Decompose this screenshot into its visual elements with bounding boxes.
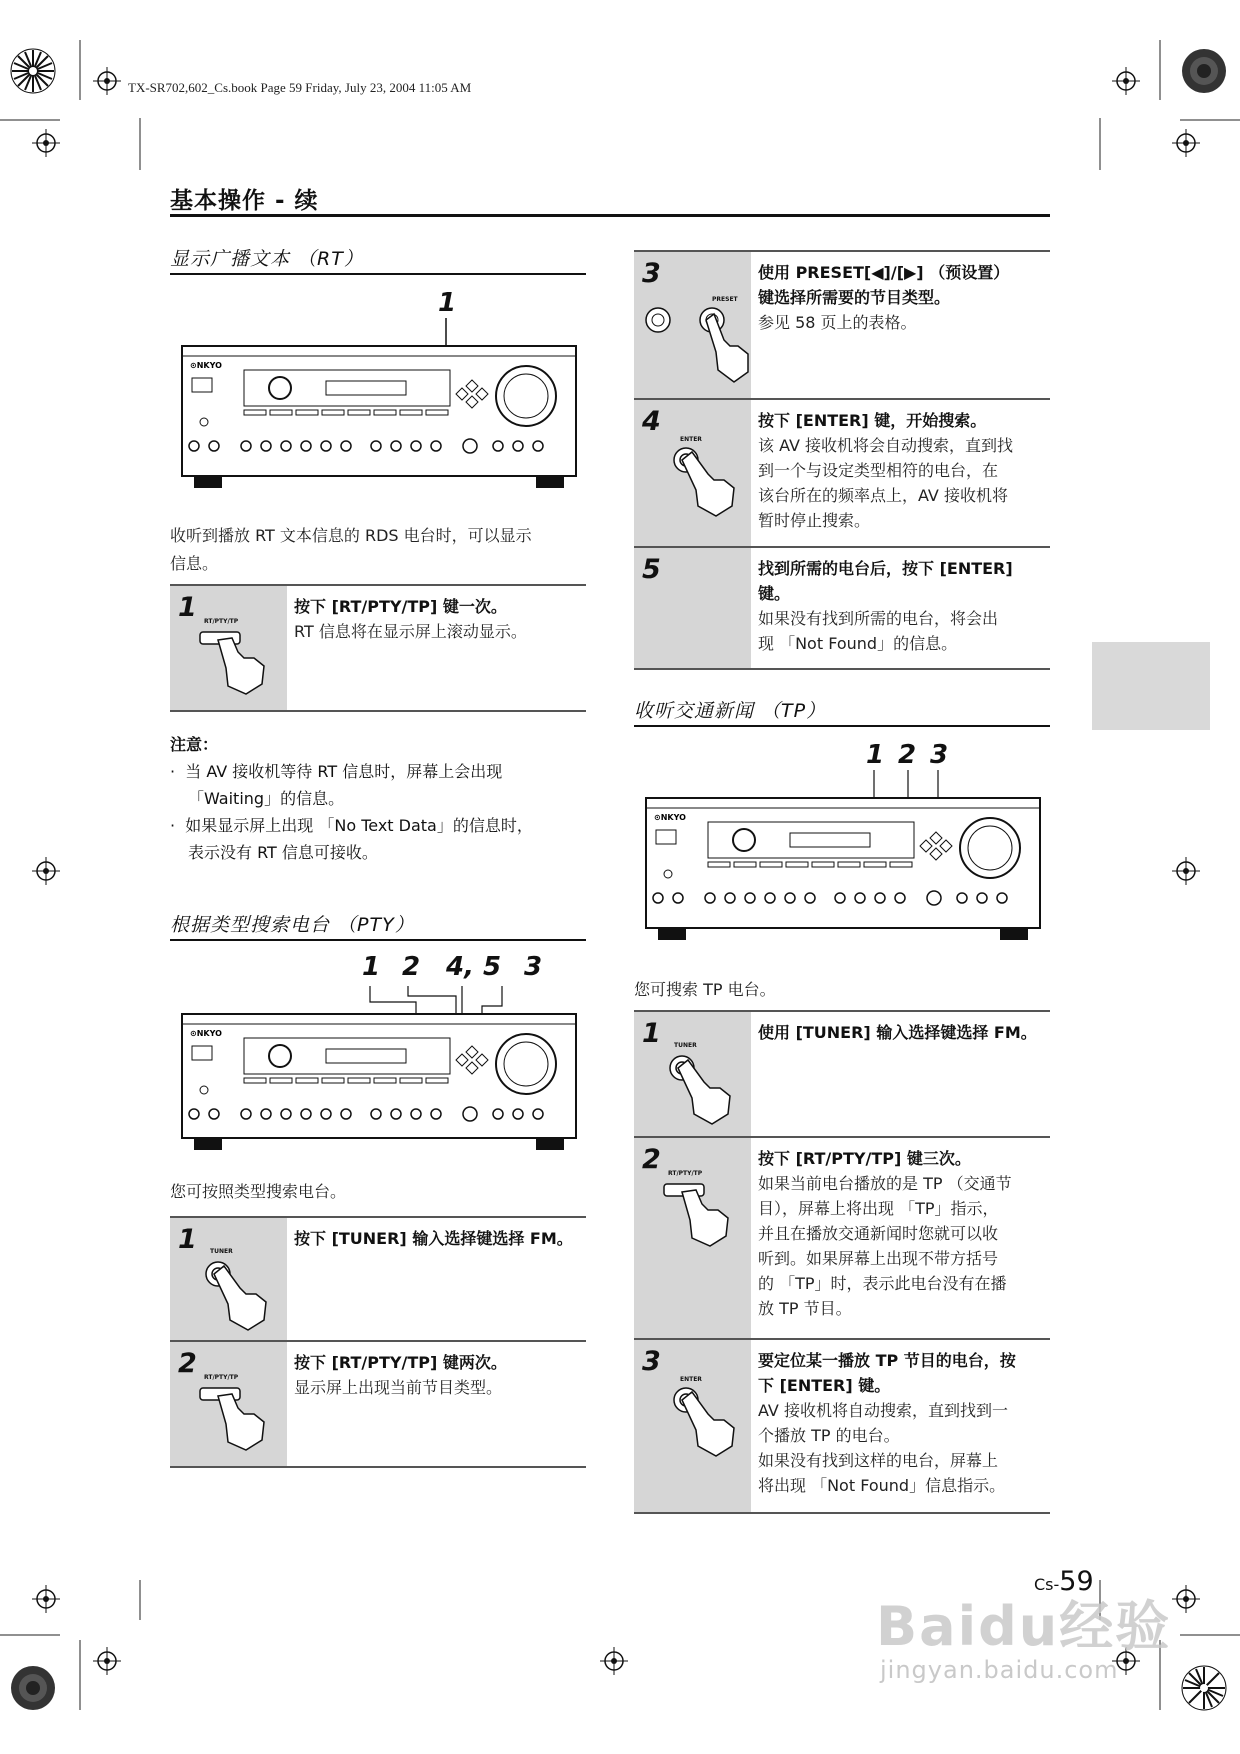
step-number: 3 [642,1346,661,1377]
step-heading: 键选择所需要的节目类型。 [758,288,951,307]
svg-text:⊙NKYO: ⊙NKYO [654,813,686,822]
section-title-rt: 显示广播文本 （RT） [170,248,364,270]
step-number: 2 [642,1144,661,1175]
step-illustration [634,252,751,400]
step-heading: 使用 PRESET[◀]/[▶] （预设置） [758,263,1010,282]
note-item: · 当 AV 接收机等待 RT 信息时，屏幕上会出现 [170,762,503,781]
step-desc: RT 信息将在显示屏上滚动显示。 [294,622,527,641]
button-label: PRESET [712,296,738,303]
note-item: · 如果显示屏上出现 「No Text Data」的信息时， [170,816,533,835]
step-illustration [634,400,751,548]
intro-line: 收听到播放 RT 文本信息的 RDS 电台时，可以显示 [170,526,532,545]
button-label: RT/PTY/TP [204,1374,239,1381]
step-desc: 显示屏上出现当前节目类型。 [294,1378,503,1397]
hand-pressing-button-icon [198,1384,278,1454]
crosshair-target-icon [32,857,60,885]
button-label: ENTER [680,1376,702,1383]
watermark-logo: Baidu经验 [876,1595,1172,1658]
step-desc: AV 接收机将自动搜索，直到找到一 [758,1401,1008,1420]
step-desc: 将出现 「Not Found」信息指示。 [758,1476,1006,1495]
step-illustration [634,1012,751,1138]
step-desc: 到一个与设定类型相符的电台，在 [758,461,999,480]
callout-number: 1 [866,740,885,770]
step-heading: 使用 [TUNER] 输入选择键选择 FM。 [758,1023,1037,1042]
callout-number: 1 [438,288,457,318]
step-number: 4 [642,406,661,437]
hand-pressing-button-icon [200,1258,280,1334]
step-desc: 如果没有找到所需的电台，将会出 [758,609,999,628]
step-card [634,1338,1050,1514]
step-number: 1 [642,1018,661,1049]
file-header: TX-SR702,602_Cs.book Page 59 Friday, July 23, 2004 11:05 AM [128,80,472,95]
crosshair-target-icon [1172,1585,1200,1613]
step-card [170,584,586,712]
crosshair-target-icon [1112,67,1140,95]
hand-pressing-button-icon [664,1052,744,1128]
step-number: 1 [178,1224,197,1255]
page-prefix: Cs- [1034,1575,1060,1594]
step-heading: 按下 [TUNER] 输入选择键选择 FM。 [294,1229,573,1248]
step-text [758,556,1046,656]
step-number: 5 [642,554,661,585]
step-text [294,1226,582,1251]
note-item-cont: 「Waiting」的信息。 [188,789,345,808]
hand-pressing-preset-icon [640,300,750,396]
step-card [634,546,1050,670]
step-desc: 暂时停止搜索。 [758,511,871,530]
step-number: 2 [178,1348,197,1379]
step-desc: 个播放 TP 的电台。 [758,1426,900,1445]
step-card [634,1136,1050,1342]
svg-text:⊙NKYO: ⊙NKYO [190,361,222,370]
step-number: 3 [642,258,661,289]
step-heading: 按下 [RT/PTY/TP] 键三次。 [758,1149,971,1168]
callout-number: 3 [524,952,543,982]
button-label: RT/PTY/TP [668,1170,703,1177]
rt-intro [170,522,590,578]
receiver-front-panel-diagram [180,980,580,1165]
page-num-value: 59 [1059,1566,1094,1597]
intro-line: 信息。 [170,554,219,573]
receiver-front-panel-diagram [644,770,1044,960]
step-text [758,1348,1046,1498]
callout-number: 2 [898,740,917,770]
pty-intro: 您可按照类型搜索电台。 [170,1182,347,1201]
step-desc: 并且在播放交通新闻时您就可以收 [758,1224,999,1243]
step-card [634,1010,1050,1140]
crosshair-target-icon [93,67,121,95]
step-illustration [634,1340,751,1512]
side-tab-marker [1092,642,1210,730]
hand-pressing-button-icon [668,444,748,520]
button-label: TUNER [674,1042,697,1049]
step-card [634,250,1050,402]
step-text [758,408,1046,533]
step-text [294,1350,582,1400]
section-title-tp: 收听交通新闻 （TP） [634,700,827,722]
callout-number: 2 [402,952,421,982]
step-illustration [170,1218,287,1342]
step-illustration [170,586,287,710]
step-desc: 如果当前电台播放的是 TP （交通节 [758,1174,1012,1193]
receiver-front-panel-diagram [180,318,580,503]
title-rule [170,214,1050,217]
crosshair-target-icon [32,129,60,157]
step-desc: 参见 58 页上的表格。 [758,313,917,332]
step-desc: 目），屏幕上将出现 「TP」指示， [758,1199,999,1218]
step-number: 1 [178,592,197,623]
step-heading: 按下 [RT/PTY/TP] 键一次。 [294,597,507,616]
step-desc: 该 AV 接收机将会自动搜索，直到找 [758,436,1014,455]
step-heading: 键。 [758,584,791,603]
crosshair-target-icon [32,1585,60,1613]
crosshair-target-icon [600,1647,628,1675]
svg-text:⊙NKYO: ⊙NKYO [190,1029,222,1038]
registration-dot-icon [10,1665,56,1711]
section-rule [170,273,586,275]
note-title: 注意： [170,735,219,754]
section-title-pty: 根据类型搜索电台 （PTY） [170,914,415,936]
note-item-cont: 表示没有 RT 信息可接收。 [188,843,378,862]
tp-intro: 您可搜索 TP 电台。 [634,980,776,999]
section-rule [634,725,1050,727]
registration-starburst-icon [10,48,56,94]
hand-pressing-button-icon [198,628,278,698]
step-text [758,260,1046,335]
button-label: RT/PTY/TP [204,618,239,625]
callout-number: 3 [930,740,949,770]
crosshair-target-icon [1172,129,1200,157]
hand-pressing-button-icon [668,1384,748,1460]
step-text [294,594,582,644]
step-heading: 下 [ENTER] 键。 [758,1376,891,1395]
step-desc: 该台所在的频率点上，AV 接收机将 [758,486,1008,505]
step-desc: 听到。如果屏幕上出现不带方括号 [758,1249,999,1268]
page-title: 基本操作 - 续 [170,188,319,214]
hand-pressing-button-icon [662,1180,742,1250]
step-desc: 放 TP 节目。 [758,1299,852,1318]
step-heading: 按下 [ENTER] 键，开始搜索。 [758,411,987,430]
crosshair-target-icon [1172,857,1200,885]
step-card [634,398,1050,550]
step-text [758,1020,1046,1045]
step-illustration [634,1138,751,1340]
step-heading: 按下 [RT/PTY/TP] 键两次。 [294,1353,507,1372]
crosshair-target-icon [93,1647,121,1675]
callout-number: 1 [362,952,381,982]
step-illustration [170,1342,287,1466]
registration-starburst-icon [1181,1665,1227,1711]
step-illustration [634,548,751,668]
step-heading: 找到所需的电台后，按下 [ENTER] [758,559,1013,578]
button-label: ENTER [680,436,702,443]
step-desc: 如果没有找到这样的电台，屏幕上 [758,1451,999,1470]
callout-number: 4, 5 [446,952,502,982]
step-card [170,1340,586,1468]
step-card [170,1216,586,1344]
registration-dot-icon [1181,48,1227,94]
note-list [170,758,590,866]
step-heading: 要定位某一播放 TP 节目的电台，按 [758,1351,1016,1370]
watermark-url: jingyan.baidu.com [880,1656,1119,1684]
button-label: TUNER [210,1248,233,1255]
step-desc: 现 「Not Found」的信息。 [758,634,958,653]
step-desc: 的 「TP」时，表示此电台没有在播 [758,1274,1007,1293]
section-rule [170,939,586,941]
step-text [758,1146,1046,1321]
